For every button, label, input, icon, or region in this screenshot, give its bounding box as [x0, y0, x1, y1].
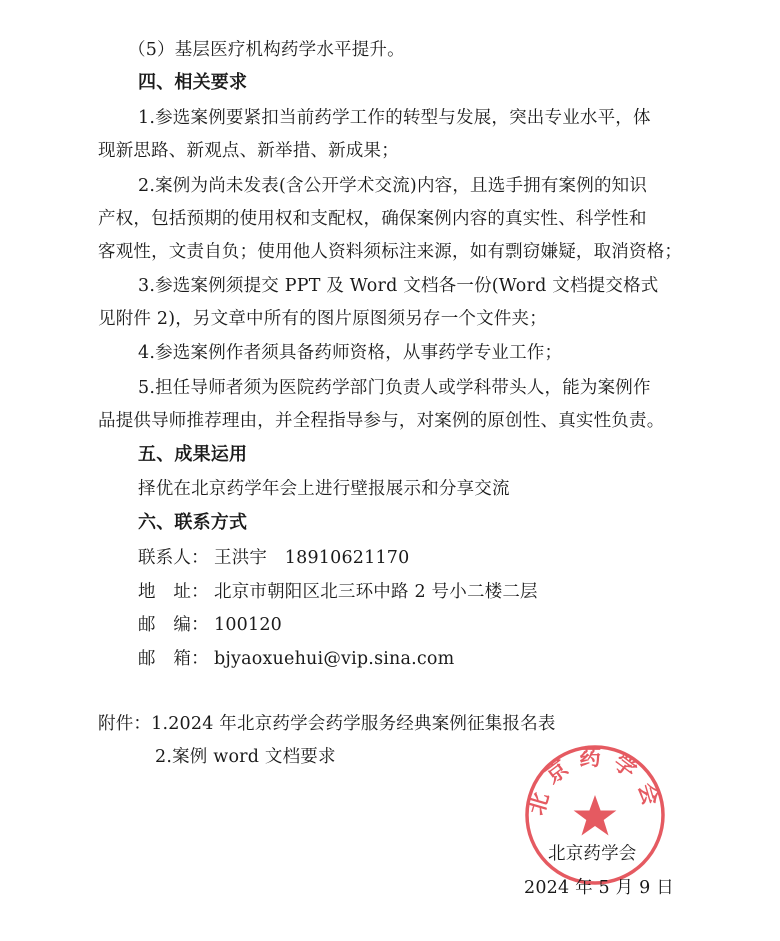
section-heading-results: 五、成果运用	[138, 444, 248, 465]
address-row	[138, 580, 538, 604]
requirement-2-line-3: 客观性，文责自负；使用他人资料须标注来源，如有剽窃嫌疑，取消资格；	[98, 242, 683, 262]
email-value[interactable]: bjyaoxuehui@vip.sina.com	[214, 649, 455, 669]
requirement-2-line-2: 产权，包括预期的使用权和支配权，确保案例内容的真实性、科学性和	[98, 209, 647, 229]
requirement-3-line-2: 见附件 2)，另文章中所有的图片原图须另存一个文件夹；	[98, 309, 547, 329]
requirement-1-line-2: 现新思路、新观点、新举措、新成果；	[98, 141, 399, 161]
requirement-3-line-1: 3.参选案例须提交 PPT 及 Word 文档各一份(Word 文档提交格式	[138, 276, 659, 296]
zip-row	[138, 613, 282, 637]
zip-label: 邮 编：	[138, 615, 209, 635]
requirement-1-line-1: 1.参选案例要紧扣当前药学工作的转型与发展，突出专业水平，体	[138, 108, 651, 128]
email-row	[138, 647, 454, 671]
requirement-2-line-1: 2.案例为尚未发表(含公开学术交流)内容，且选手拥有案例的知识	[138, 176, 648, 196]
attachment-item-1: 1.2024 年北京药学会药学服务经典案例征集报名表	[151, 714, 556, 734]
zip-value: 100120	[214, 615, 283, 635]
results-text: 择优在北京药学年会上进行壁报展示和分享交流	[138, 479, 510, 499]
address-label: 地 址：	[138, 582, 209, 602]
requirement-5-line-2: 品提供导师推荐理由，并全程指导参与，对案例的原创性、真实性负责。	[98, 411, 665, 431]
requirement-5-line-1: 5.担任导师者须为医院药学部门负责人或学科带头人，能为案例作	[138, 378, 651, 398]
address-value: 北京市朝阳区北三环中路 2 号小二楼二层	[214, 582, 538, 602]
section-heading-contact: 六、联系方式	[138, 512, 248, 533]
contact-person-row	[138, 546, 409, 570]
signature-org: 北京药学会	[548, 844, 637, 864]
contact-person-label: 联系人：	[138, 548, 209, 568]
official-seal-icon	[520, 740, 670, 890]
contact-person-value: 王洪宇 18910621170	[214, 548, 410, 568]
attachment-label: 附件：	[98, 714, 152, 734]
attachment-item-2: 2.案例 word 文档要求	[155, 747, 336, 767]
email-label: 邮 箱：	[138, 649, 209, 669]
signature-date: 2024 年 5 月 9 日	[524, 878, 674, 898]
attachment-row-1	[98, 712, 556, 736]
requirement-item-5: （5）基层医疗机构药学水平提升。	[128, 40, 405, 60]
section-heading-requirements: 四、相关要求	[138, 72, 248, 93]
requirement-4: 4.参选案例作者须具备药师资格，从事药学专业工作；	[138, 343, 563, 363]
seal-ring-text: 北京药学会	[523, 744, 667, 818]
